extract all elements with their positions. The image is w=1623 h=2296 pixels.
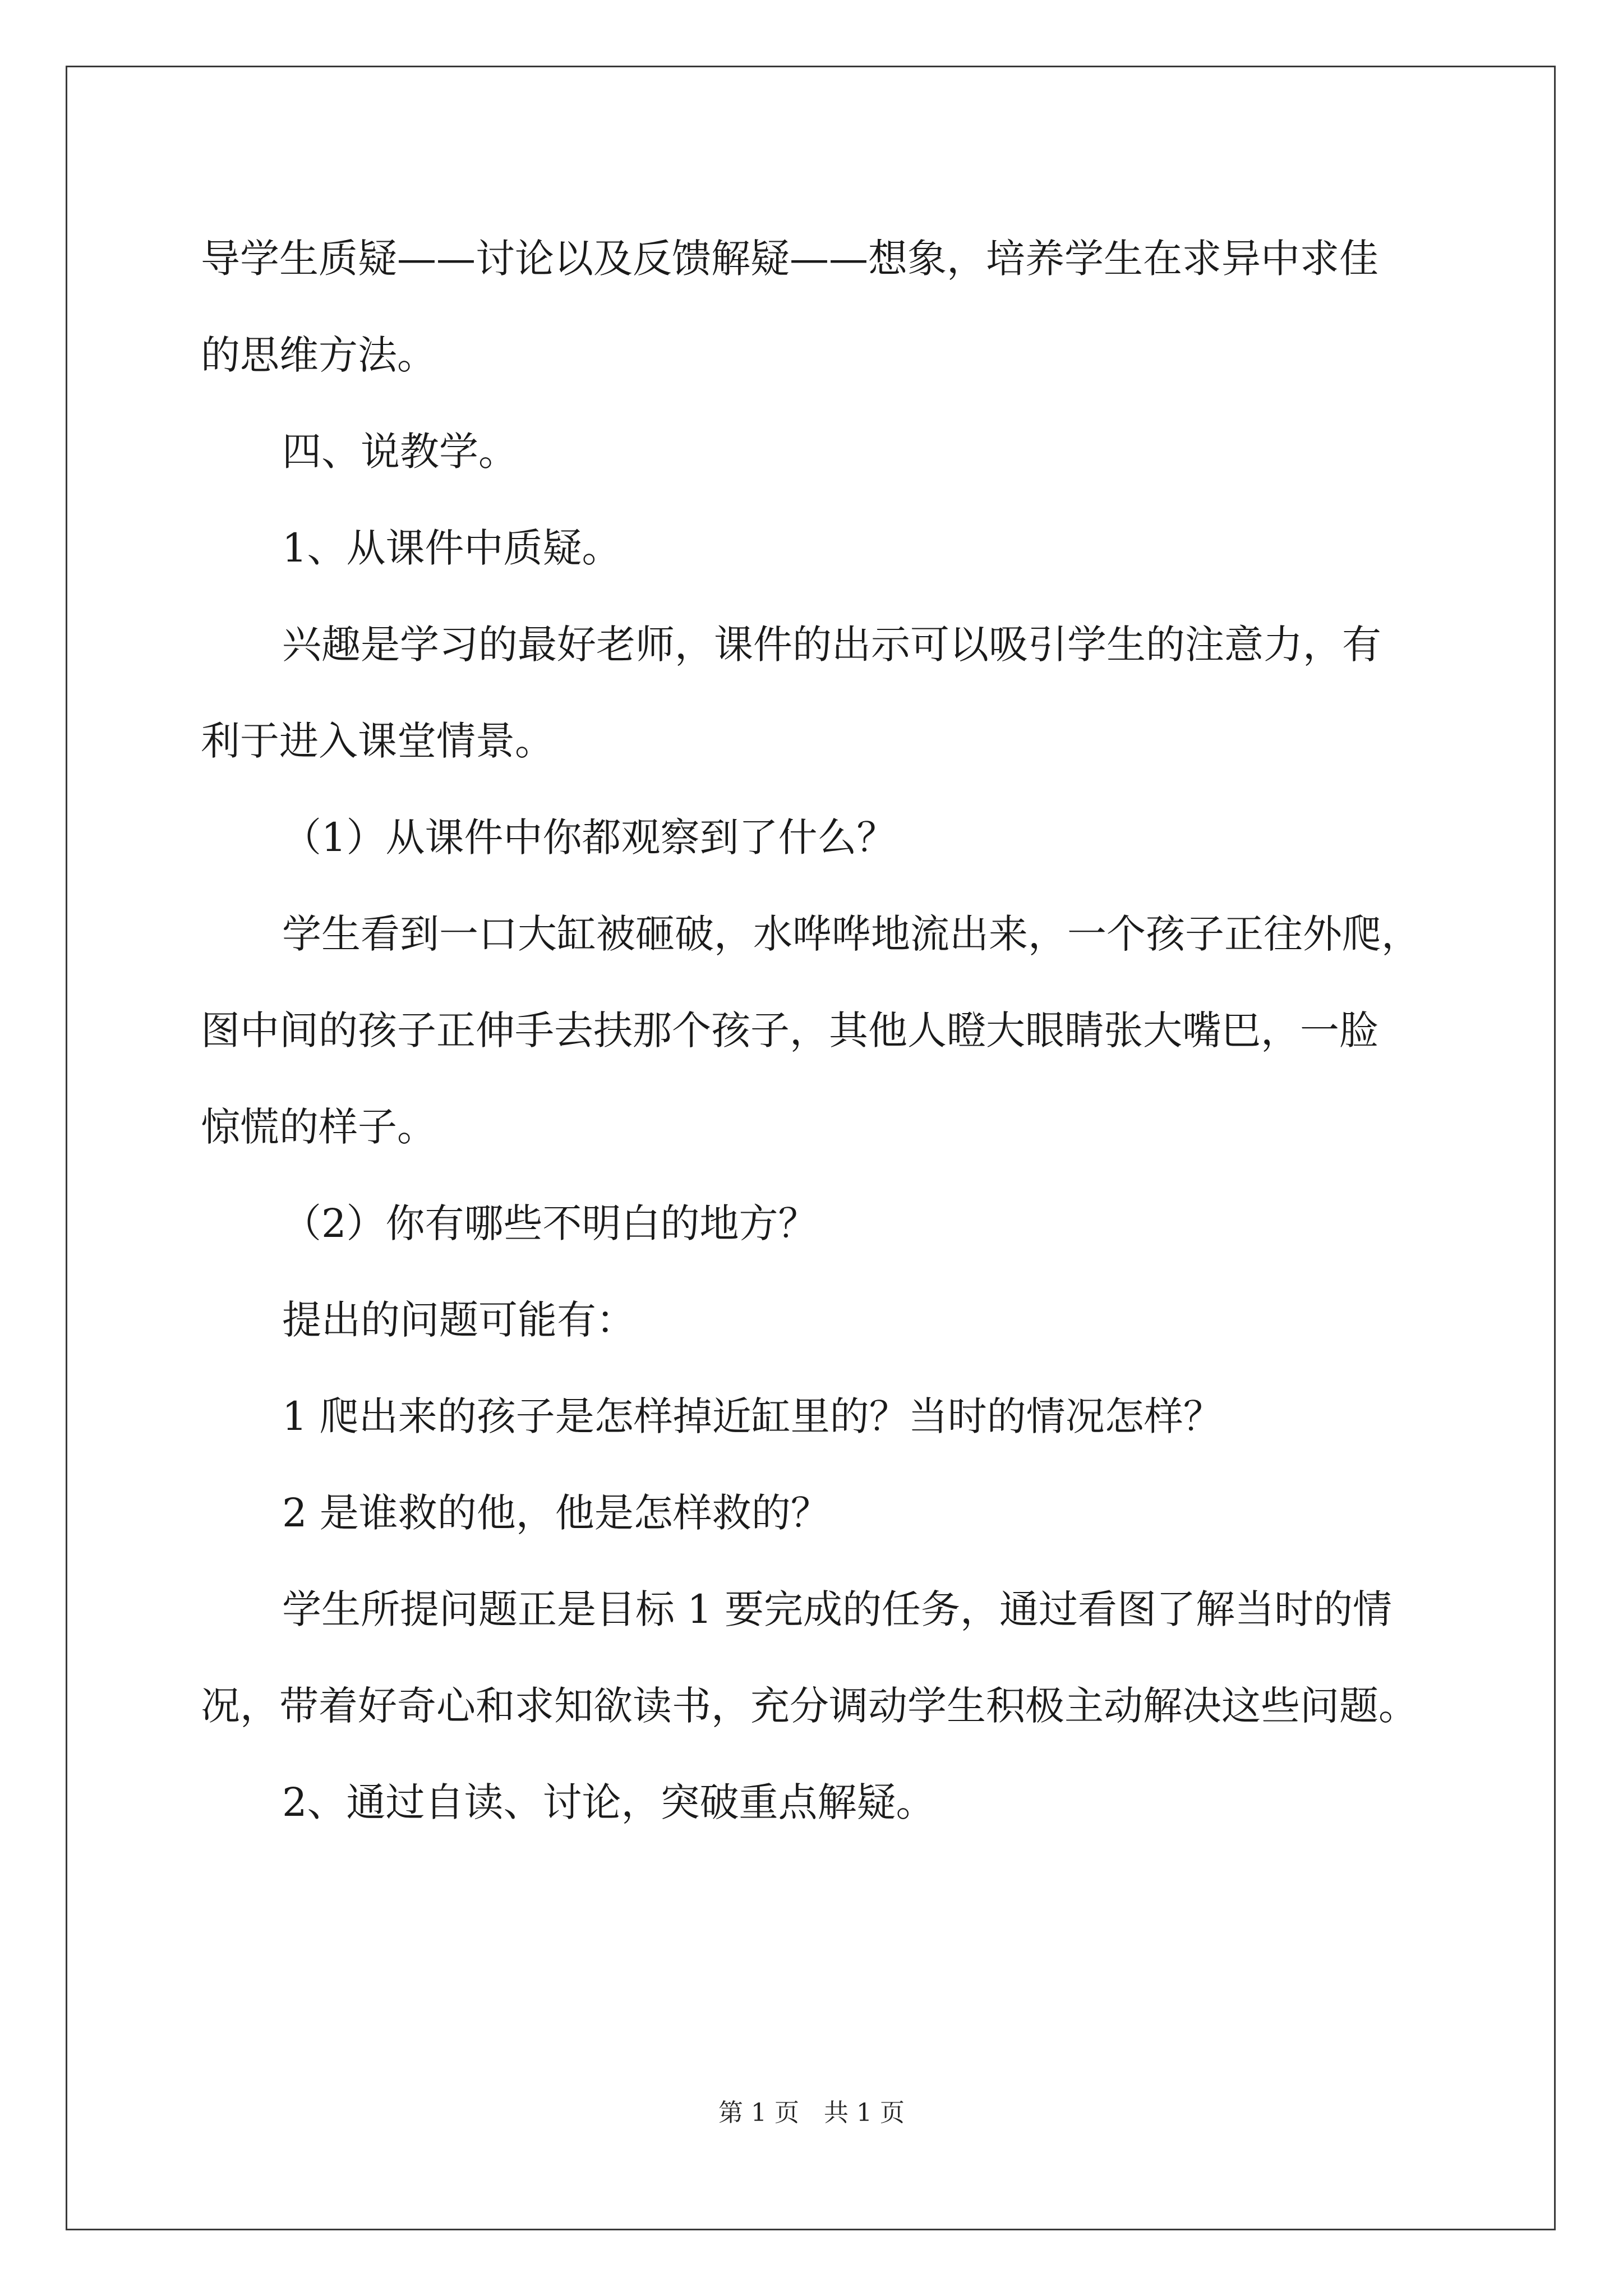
page-footer: 第 1 页 共 1 页 xyxy=(718,2099,905,2127)
paragraph-line: 学生所提问题正是目标 1 要完成的任务，通过看图了解当时的情 xyxy=(282,1586,1393,1632)
list-item: 2 是谁救的他，他是怎样救的？ xyxy=(282,1490,830,1536)
paragraph-line: 况，带着好奇心和求知欲读书，充分调动学生积极主动解决这些问题。 xyxy=(201,1683,1418,1729)
subsection-heading: 2、通过自读、讨论，突破重点解疑。 xyxy=(282,1779,935,1825)
paragraph-line: 导学生质疑——讨论以及反馈解疑——想象，培养学生在求异中求佳 xyxy=(201,236,1378,282)
paragraph-line: 提出的问题可能有： xyxy=(282,1297,635,1343)
paragraph-line: 图中间的孩子正伸手去扶那个孩子，其他人瞪大眼睛张大嘴巴，一脸 xyxy=(201,1007,1378,1053)
section-heading: 四、说教学。 xyxy=(282,429,518,475)
paragraph-line: 惊慌的样子。 xyxy=(201,1104,436,1150)
paragraph-line: 学生看到一口大缸被砸破，水哗哗地流出来，一个孩子正往外爬， xyxy=(282,911,1421,957)
question-line: （2）你有哪些不明白的地方？ xyxy=(282,1200,818,1246)
paragraph-line: 利于进入课堂情景。 xyxy=(201,718,554,764)
document-body xyxy=(201,210,1451,1851)
list-item: 1 爬出来的孩子是怎样掉近缸里的？当时的情况怎样？ xyxy=(282,1393,1223,1439)
question-line: （1）从课件中你都观察到了什么？ xyxy=(282,815,896,861)
subsection-heading: 1、从课件中质疑。 xyxy=(282,525,621,571)
paragraph-line: 的思维方法。 xyxy=(201,332,436,378)
paragraph-line: 兴趣是学习的最好老师，课件的出示可以吸引学生的注意力，有 xyxy=(282,622,1381,668)
